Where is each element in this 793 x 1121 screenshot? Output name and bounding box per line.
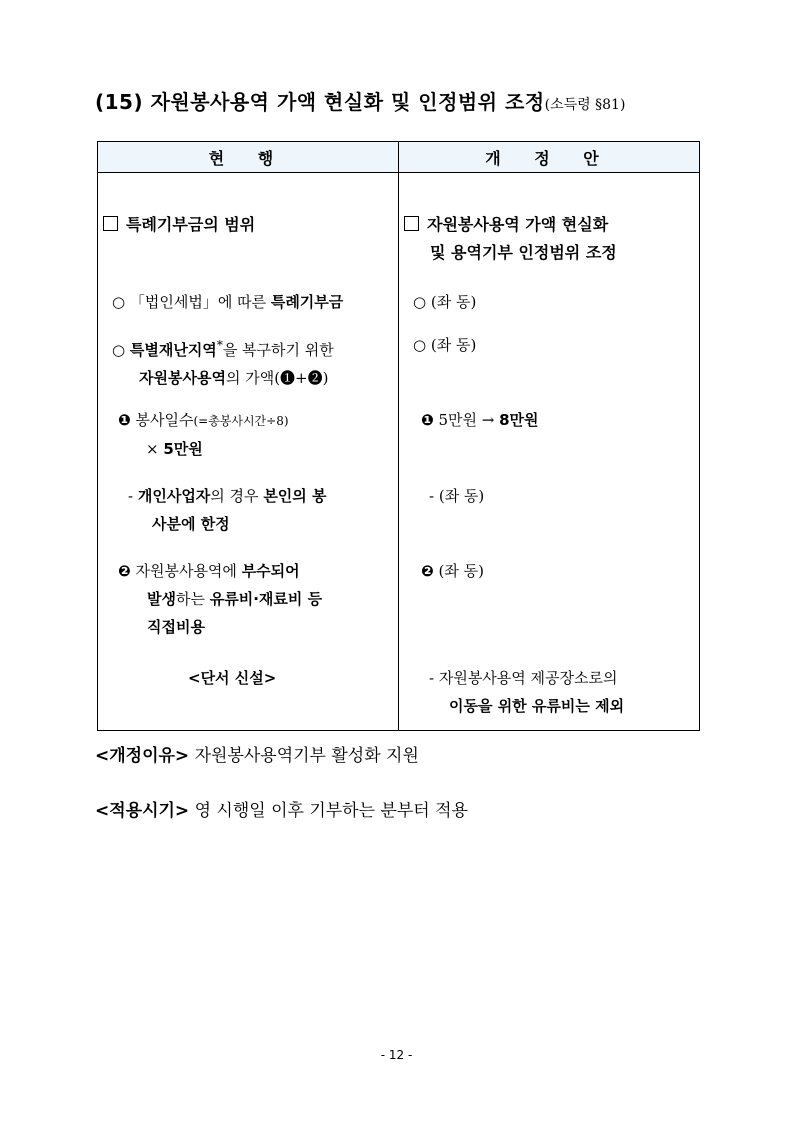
proposed-item-dash: - (좌 동) xyxy=(429,487,485,505)
proposed-item-1: ○ (좌 동) xyxy=(413,293,477,311)
current-new-clause: <단서 신설> xyxy=(188,669,277,687)
checkbox-square-icon xyxy=(404,216,419,231)
header-current: 현 행 xyxy=(98,142,399,173)
proposed-item-2: ○ (좌 동) xyxy=(413,336,477,354)
effective-line xyxy=(95,796,468,821)
proposed-new-clause: - 자원봉사용역 제공장소로의 이동을 위한 유류비는 제외 xyxy=(429,669,625,715)
current-column xyxy=(98,173,399,731)
current-item-n1: ❶ 봉사일수(=총봉사시간÷8) × 5만원 xyxy=(118,411,289,458)
proposed-heading: 자원봉사용역 가액 현실화 및 용역기부 인정범위 조정 xyxy=(404,211,617,267)
proposed-column xyxy=(399,173,700,731)
proposed-item-n1: ❶ 5만원 → 8만원 xyxy=(421,411,539,429)
title-reference: (소득령 §81) xyxy=(544,97,626,113)
title-main: (15) 자원봉사용역 가액 현실화 및 인정범위 조정 xyxy=(95,90,545,114)
current-item-n2: ❷ 자원봉사용역에 부수되어 발생하는 유류비·재료비 등 직접비용 xyxy=(118,562,323,636)
current-item-2: ○ 특별재난지역*을 복구하기 위한 자원봉사용역의 가액(❶+❷) xyxy=(112,338,334,387)
current-item-1: ○ 「법인세법」에 따른 특례기부금 xyxy=(112,293,344,311)
table-header-row xyxy=(98,142,700,173)
current-item-dash: - 개인사업자의 경우 본인의 봉 사분에 한정 xyxy=(128,487,327,533)
reason-text: 자원봉사용역기부 활성화 지원 xyxy=(194,746,419,766)
table-body-row xyxy=(98,173,700,731)
reason-label: <개정이유> xyxy=(95,746,190,766)
effective-label: <적용시기> xyxy=(95,801,190,821)
proposed-item-n2: ❷ (좌 동) xyxy=(421,562,484,580)
header-proposed: 개 정 안 xyxy=(399,142,700,173)
comparison-table xyxy=(97,141,700,731)
section-title xyxy=(95,86,625,115)
checkbox-square-icon xyxy=(103,216,118,231)
current-heading: 특례기부금의 범위 xyxy=(103,211,255,239)
reason-line xyxy=(95,741,419,766)
effective-text: 영 시행일 이후 기부하는 분부터 적용 xyxy=(194,801,468,821)
page-number: - 12 - xyxy=(380,1048,413,1062)
